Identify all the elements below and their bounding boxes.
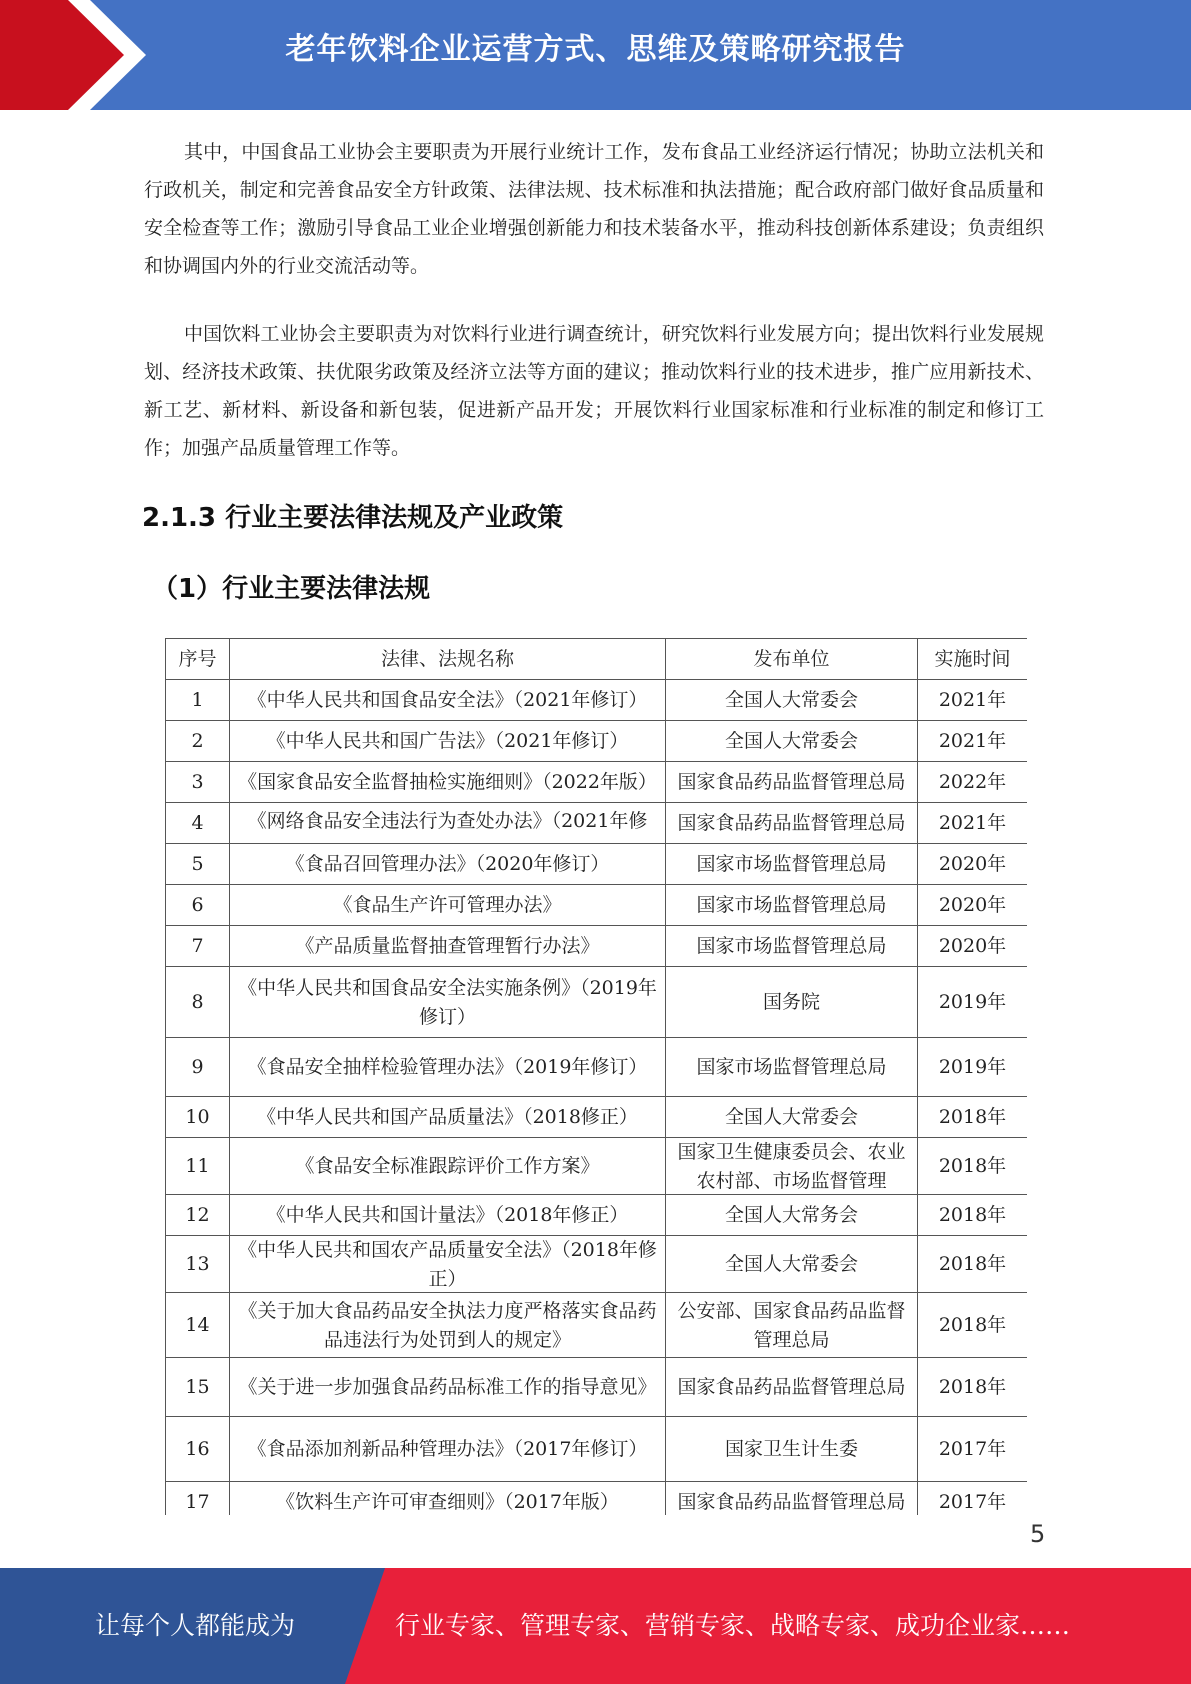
row-law-name-text: 《中华人民共和国广告法》（2021年修订） bbox=[266, 729, 629, 752]
row-issuer bbox=[666, 844, 918, 885]
row-issuer bbox=[666, 1038, 918, 1097]
row-index-text: 5 bbox=[191, 852, 204, 875]
row-effective-date-text: 2017年 bbox=[938, 1490, 1007, 1513]
table-row bbox=[166, 1097, 1028, 1138]
row-issuer bbox=[666, 1358, 918, 1417]
table-row bbox=[166, 680, 1028, 721]
row-index-text: 16 bbox=[185, 1437, 210, 1460]
row-effective-date bbox=[918, 1482, 1028, 1516]
row-index bbox=[166, 1138, 230, 1195]
row-issuer bbox=[666, 721, 918, 762]
row-issuer bbox=[666, 1138, 918, 1195]
row-issuer bbox=[666, 967, 918, 1038]
row-issuer-text: 公安部、国家食品药品监督管理总局 bbox=[677, 1300, 906, 1351]
footer-slogan-right: 行业专家、管理专家、营销专家、战略专家、成功企业家…… bbox=[395, 1611, 1071, 1640]
row-index bbox=[166, 967, 230, 1038]
row-effective-date bbox=[918, 1417, 1028, 1482]
row-index bbox=[166, 885, 230, 926]
row-index-text: 4 bbox=[191, 811, 204, 834]
row-law-name-text: 《饮料生产许可审查细则》（2017年版） bbox=[276, 1490, 619, 1513]
table-row bbox=[166, 926, 1028, 967]
row-index bbox=[166, 680, 230, 721]
row-law-name bbox=[230, 1195, 666, 1236]
row-law-name-text: 《网络食品安全违法行为查处办法》（2021年修 bbox=[247, 810, 648, 832]
row-index-text: 14 bbox=[185, 1313, 210, 1336]
row-effective-date bbox=[918, 1195, 1028, 1236]
row-index bbox=[166, 844, 230, 885]
row-issuer-text: 国家食品药品监督管理总局 bbox=[677, 770, 906, 793]
table-row bbox=[166, 1038, 1028, 1097]
row-effective-date-text: 2021年 bbox=[938, 811, 1007, 834]
row-index bbox=[166, 1482, 230, 1516]
row-law-name-text: 《食品添加剂新品种管理办法》（2017年修订） bbox=[247, 1437, 648, 1460]
row-law-name-text: 《国家食品安全监督抽检实施细则》（2022年版） bbox=[238, 770, 657, 793]
row-effective-date-text: 2020年 bbox=[938, 934, 1007, 957]
row-index-text: 8 bbox=[191, 990, 204, 1013]
row-effective-date bbox=[918, 1293, 1028, 1358]
table-header-row bbox=[166, 639, 1028, 680]
row-index-text: 17 bbox=[185, 1490, 210, 1513]
row-issuer bbox=[666, 885, 918, 926]
row-law-name bbox=[230, 1482, 666, 1516]
row-issuer bbox=[666, 1293, 918, 1358]
row-index-text: 9 bbox=[191, 1055, 204, 1078]
row-issuer bbox=[666, 680, 918, 721]
row-issuer-text: 国家市场监督管理总局 bbox=[696, 934, 887, 957]
row-law-name bbox=[230, 844, 666, 885]
row-index-text: 3 bbox=[191, 770, 204, 793]
row-issuer bbox=[666, 803, 918, 844]
row-index bbox=[166, 926, 230, 967]
row-law-name bbox=[230, 721, 666, 762]
row-law-name-text: 《产品质量监督抽查管理暂行办法》 bbox=[295, 934, 600, 957]
table-row bbox=[166, 1358, 1028, 1417]
row-law-name-text: 《食品安全标准跟踪评价工作方案》 bbox=[295, 1154, 600, 1177]
row-issuer bbox=[666, 926, 918, 967]
row-effective-date bbox=[918, 885, 1028, 926]
row-index-text: 10 bbox=[185, 1105, 210, 1128]
row-issuer-text: 国家市场监督管理总局 bbox=[696, 852, 887, 875]
row-law-name-text: 《关于加大食品药品安全执法力度严格落实食品药品违法行为处罚到人的规定》 bbox=[238, 1300, 657, 1351]
row-effective-date-text: 2018年 bbox=[938, 1313, 1007, 1336]
row-issuer-text: 全国人大常委会 bbox=[724, 1252, 858, 1275]
row-effective-date-text: 2018年 bbox=[938, 1203, 1007, 1226]
page-header bbox=[0, 0, 1191, 110]
row-law-name bbox=[230, 967, 666, 1038]
row-law-name bbox=[230, 1236, 666, 1293]
header-index: 序号 bbox=[166, 639, 230, 680]
page-footer bbox=[0, 1568, 1191, 1684]
row-effective-date bbox=[918, 844, 1028, 885]
row-effective-date-text: 2021年 bbox=[938, 688, 1007, 711]
row-effective-date-text: 2018年 bbox=[938, 1375, 1007, 1398]
row-law-name bbox=[230, 926, 666, 967]
row-issuer-text: 全国人大常委会 bbox=[724, 729, 858, 752]
table-row bbox=[166, 1293, 1028, 1358]
row-index bbox=[166, 721, 230, 762]
row-law-name-text: 《食品召回管理办法》（2020年修订） bbox=[285, 852, 610, 875]
row-issuer bbox=[666, 1417, 918, 1482]
page-number: 5 bbox=[1030, 1520, 1046, 1548]
row-index bbox=[166, 1038, 230, 1097]
row-index bbox=[166, 803, 230, 844]
row-index-text: 11 bbox=[185, 1154, 210, 1177]
row-issuer-text: 全国人大常务会 bbox=[724, 1203, 858, 1226]
section-heading: 2.1.3 行业主要法律法规及产业政策 bbox=[142, 503, 564, 533]
header-effective-date: 实施时间 bbox=[918, 639, 1028, 680]
laws-table-container bbox=[165, 638, 1027, 1515]
row-law-name-text: 《关于进一步加强食品药品标准工作的指导意见》 bbox=[238, 1375, 657, 1398]
row-effective-date bbox=[918, 803, 1028, 844]
row-law-name bbox=[230, 1097, 666, 1138]
row-effective-date bbox=[918, 1358, 1028, 1417]
row-effective-date bbox=[918, 721, 1028, 762]
row-issuer-text: 国务院 bbox=[762, 990, 820, 1013]
table-row bbox=[166, 844, 1028, 885]
paragraph-food-industry-association: 其中，中国食品工业协会主要职责为开展行业统计工作，发布食品工业经济运行情况；协助立法机关和行政机关，制定和完善食品安全方针政策、法律法规、技术标准和执法措施；配合政府部门做好食品质量和安全检查等工作；激励引导食品工业企业增强创新能力和技术装备水平，推动科技创新体系建设；负责组织和协调国内外的行业交流活动等。 bbox=[144, 141, 1044, 277]
row-effective-date bbox=[918, 1038, 1028, 1097]
table-row bbox=[166, 1236, 1028, 1293]
row-law-name-text: 《食品生产许可管理办法》 bbox=[333, 893, 562, 916]
row-index bbox=[166, 762, 230, 803]
document-title: 老年饮料企业运营方式、思维及策略研究报告 bbox=[285, 32, 906, 67]
row-effective-date-text: 2019年 bbox=[938, 1055, 1007, 1078]
row-index-text: 6 bbox=[191, 893, 204, 916]
row-index bbox=[166, 1358, 230, 1417]
row-effective-date bbox=[918, 1138, 1028, 1195]
row-index bbox=[166, 1195, 230, 1236]
row-issuer-text: 国家食品药品监督管理总局 bbox=[677, 1375, 906, 1398]
row-index bbox=[166, 1236, 230, 1293]
row-issuer bbox=[666, 1482, 918, 1516]
row-effective-date-text: 2018年 bbox=[938, 1105, 1007, 1128]
table-row bbox=[166, 803, 1028, 844]
row-effective-date bbox=[918, 680, 1028, 721]
row-law-name bbox=[230, 1293, 666, 1358]
row-issuer-text: 国家食品药品监督管理总局 bbox=[677, 811, 906, 834]
row-index-text: 1 bbox=[191, 688, 204, 711]
row-law-name-text: 《中华人民共和国食品安全法》（2021年修订） bbox=[247, 688, 648, 711]
table-row bbox=[166, 885, 1028, 926]
row-issuer-text: 全国人大常委会 bbox=[724, 1105, 858, 1128]
row-effective-date bbox=[918, 926, 1028, 967]
footer-slogan-left: 让每个人都能成为 bbox=[94, 1611, 295, 1640]
row-index bbox=[166, 1293, 230, 1358]
row-law-name-text: 《食品安全抽样检验管理办法》（2019年修订） bbox=[247, 1055, 648, 1078]
header-law-name: 法律、法规名称 bbox=[230, 639, 666, 680]
row-law-name bbox=[230, 762, 666, 803]
row-issuer bbox=[666, 1195, 918, 1236]
row-effective-date-text: 2020年 bbox=[938, 893, 1007, 916]
row-issuer-text: 全国人大常委会 bbox=[724, 688, 858, 711]
table-row bbox=[166, 762, 1028, 803]
row-index bbox=[166, 1417, 230, 1482]
row-issuer-text: 国家卫生健康委员会、农业农村部、市场监督管理 bbox=[677, 1141, 906, 1192]
row-index-text: 2 bbox=[191, 729, 204, 752]
row-effective-date-text: 2021年 bbox=[938, 729, 1007, 752]
table-row bbox=[166, 1482, 1028, 1516]
row-law-name bbox=[230, 1417, 666, 1482]
header-issuer: 发布单位 bbox=[666, 639, 918, 680]
row-issuer-text: 国家卫生计生委 bbox=[724, 1437, 858, 1460]
row-law-name-text: 《中华人民共和国计量法》（2018年修正） bbox=[266, 1203, 629, 1226]
row-index-text: 12 bbox=[185, 1203, 210, 1226]
row-issuer-text: 国家市场监督管理总局 bbox=[696, 893, 887, 916]
row-issuer bbox=[666, 1236, 918, 1293]
row-law-name bbox=[230, 1138, 666, 1195]
table-row bbox=[166, 1195, 1028, 1236]
row-index bbox=[166, 1097, 230, 1138]
row-effective-date-text: 2020年 bbox=[938, 852, 1007, 875]
row-effective-date bbox=[918, 1097, 1028, 1138]
row-effective-date-text: 2018年 bbox=[938, 1252, 1007, 1275]
table-row bbox=[166, 967, 1028, 1038]
row-issuer-text: 国家市场监督管理总局 bbox=[696, 1055, 887, 1078]
row-issuer bbox=[666, 1097, 918, 1138]
row-law-name-text: 《中华人民共和国食品安全法实施条例》（2019年修订） bbox=[238, 977, 657, 1028]
row-law-name-text: 《中华人民共和国农产品质量安全法》（2018年修正） bbox=[238, 1239, 657, 1290]
row-law-name bbox=[230, 885, 666, 926]
row-effective-date-text: 2022年 bbox=[938, 770, 1007, 793]
table-row bbox=[166, 1417, 1028, 1482]
subsection-heading: （1）行业主要法律法规 bbox=[152, 574, 431, 604]
row-effective-date bbox=[918, 967, 1028, 1038]
row-effective-date bbox=[918, 1236, 1028, 1293]
row-issuer bbox=[666, 762, 918, 803]
row-effective-date-text: 2019年 bbox=[938, 990, 1007, 1013]
row-law-name bbox=[230, 803, 666, 844]
row-law-name bbox=[230, 1038, 666, 1097]
row-law-name-text: 《中华人民共和国产品质量法》（2018修正） bbox=[257, 1105, 638, 1128]
row-index-text: 13 bbox=[185, 1252, 210, 1275]
row-index-text: 15 bbox=[185, 1375, 210, 1398]
table-row bbox=[166, 721, 1028, 762]
paragraph-beverage-industry-association: 中国饮料工业协会主要职责为对饮料行业进行调查统计，研究饮料行业发展方向；提出饮料行业发展规划、经济技术政策、扶优限劣政策及经济立法等方面的建议；推动饮料行业的技术进步，推广应用新技术、新工艺、新材料、新设备和新包装，促进新产品开发；开展饮料行业国家标准和行业标准的制定和修订工作；加强产品质量管理工作等。 bbox=[144, 323, 1044, 459]
row-law-name bbox=[230, 1358, 666, 1417]
row-index-text: 7 bbox=[191, 934, 204, 957]
row-effective-date bbox=[918, 762, 1028, 803]
row-issuer-text: 国家食品药品监督管理总局 bbox=[677, 1490, 906, 1513]
laws-table bbox=[165, 638, 1027, 1515]
row-effective-date-text: 2018年 bbox=[938, 1154, 1007, 1177]
table-row bbox=[166, 1138, 1028, 1195]
row-law-name bbox=[230, 680, 666, 721]
row-effective-date-text: 2017年 bbox=[938, 1437, 1007, 1460]
